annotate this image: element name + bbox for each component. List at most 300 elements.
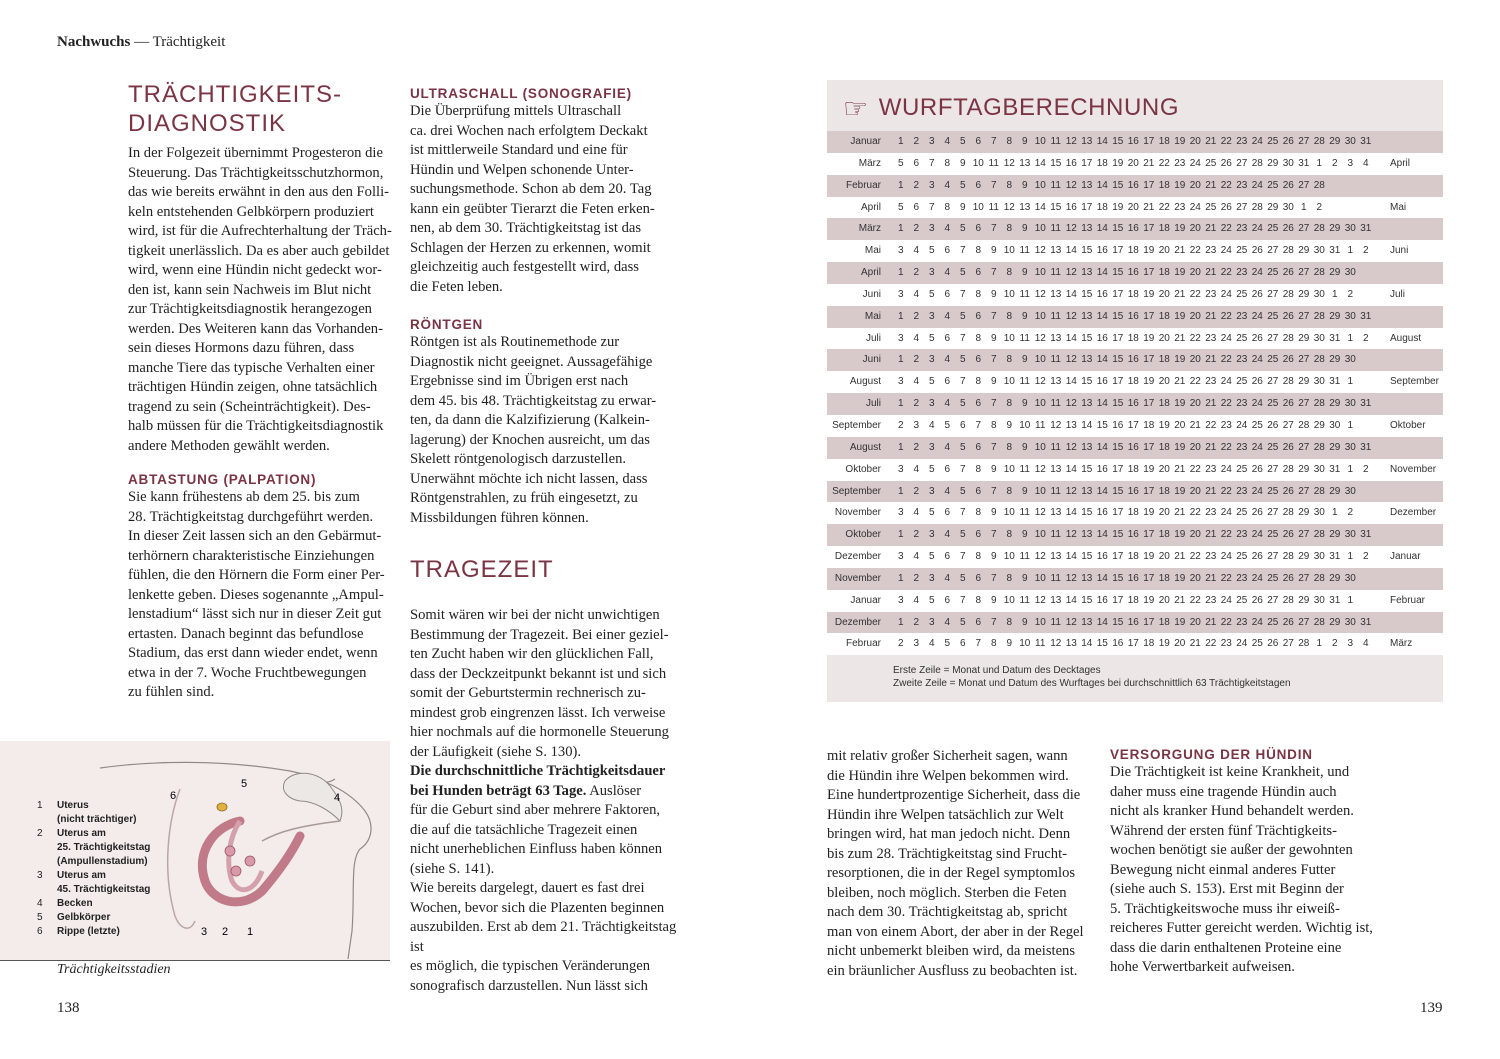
day-cell: 8 (975, 288, 982, 300)
day-cell: 25 (1251, 419, 1263, 431)
day-cell: 3 (897, 463, 904, 475)
sicherheit-paragraph (827, 747, 1102, 981)
day-cell: 5 (928, 463, 935, 475)
day-cell: 23 (1220, 419, 1232, 431)
day-cell: 4 (913, 332, 920, 344)
day-cell: 13 (1050, 376, 1062, 388)
day-cell: 28 (1313, 267, 1325, 279)
text-line: halb müssen für die Trächtigkeitsdiagnostik (128, 418, 384, 434)
day-cell: 1 (1347, 245, 1354, 257)
table-row (827, 502, 1443, 524)
day-cell: 25 (1236, 332, 1248, 344)
day-cell: 26 (1220, 157, 1232, 169)
day-cell: 5 (928, 507, 935, 519)
day-cell: 22 (1220, 354, 1232, 366)
day-cell: 13 (1081, 398, 1093, 410)
day-cell: 18 (1158, 223, 1170, 235)
day-cell: 29 (1267, 201, 1279, 213)
day-cell: 24 (1251, 529, 1263, 541)
day-cell: 8 (944, 201, 951, 213)
day-cell: 19 (1143, 245, 1155, 257)
day-cell: 14 (1096, 485, 1108, 497)
day-cell: 8 (1006, 572, 1013, 584)
legend-line: (Ampullenstadium) (57, 856, 148, 867)
day-cell: 23 (1236, 310, 1248, 322)
day-cell: 19 (1158, 419, 1170, 431)
text-line: tigkeit unerlässlich. Da es aber auch gebildet (128, 242, 390, 259)
day-cell: 8 (975, 376, 982, 388)
day-cell: 1 (897, 485, 904, 497)
day-cell: 22 (1220, 223, 1232, 235)
day-cell: 25 (1205, 157, 1217, 169)
day-cell: 20 (1189, 485, 1201, 497)
day-cell: 4 (944, 529, 951, 541)
day-cell: 15 (1112, 136, 1124, 147)
day-cell: 30 (1313, 332, 1325, 344)
day-cell: 4 (944, 223, 951, 235)
table-row (827, 284, 1443, 306)
day-cell: 21 (1205, 529, 1217, 541)
day-cell: 20 (1189, 441, 1201, 453)
day-cell: 31 (1360, 529, 1372, 541)
day-cell: 30 (1282, 157, 1294, 169)
day-cell: 11 (1050, 572, 1061, 584)
day-cell: 5 (959, 223, 966, 235)
day-cell: 23 (1236, 354, 1248, 366)
label-6: 6 (170, 790, 177, 802)
day-cell: 13 (1050, 332, 1062, 344)
day-cell: 3 (928, 572, 935, 584)
day-cell: 17 (1143, 136, 1155, 147)
day-cell: 6 (959, 638, 966, 650)
day-cell: 2 (913, 485, 920, 497)
day-cell: 9 (990, 463, 997, 475)
day-cell: 22 (1189, 594, 1201, 606)
day-cell: 28 (1298, 638, 1310, 650)
day-cell: 13 (1050, 245, 1062, 257)
day-cell: 26 (1251, 376, 1263, 388)
text-line: tragend zu sein (Scheinträchtigkeit). Des- (128, 398, 371, 415)
day-cell: 25 (1267, 354, 1279, 366)
ampulla-1 (225, 846, 235, 856)
text-line: dass die darin enthaltenen Proteine eine (1110, 939, 1342, 956)
day-cell: 6 (975, 485, 982, 497)
day-cell: 23 (1236, 267, 1248, 279)
row-next-month: April (1390, 157, 1411, 169)
day-cell: 4 (944, 354, 951, 366)
day-cell: 11 (1019, 463, 1030, 475)
day-cell: 1 (897, 179, 904, 191)
day-cell: 8 (1006, 310, 1013, 322)
day-cell: 11 (1050, 223, 1061, 235)
day-cell: 14 (1081, 638, 1093, 650)
day-cell: 14 (1034, 201, 1046, 213)
day-cell: 20 (1174, 638, 1186, 650)
day-cell: 2 (1347, 507, 1354, 519)
day-cell: 14 (1096, 572, 1108, 584)
day-cell: 27 (1298, 572, 1310, 584)
day-cell: 17 (1143, 441, 1155, 453)
day-cell: 30 (1313, 376, 1325, 388)
text-line: bleiben, noch möglich. Sterben die Feten (827, 884, 1067, 901)
day-cell: 6 (944, 551, 951, 563)
day-cell: 29 (1298, 245, 1310, 257)
day-cell: 11 (1050, 354, 1061, 366)
legend-line: Uterus (57, 800, 89, 811)
row-days (893, 311, 1374, 322)
day-cell: 11 (1035, 419, 1046, 431)
day-cell: 18 (1158, 136, 1170, 147)
day-cell: 28 (1251, 201, 1263, 213)
day-cell: 18 (1127, 245, 1139, 257)
day-cell: 14 (1096, 529, 1108, 541)
text-line: Wie bereits dargelegt, dauert es fast drei (410, 880, 645, 896)
row-days (893, 245, 1374, 256)
day-cell: 6 (975, 441, 982, 453)
day-cell: 14 (1096, 441, 1108, 453)
day-cell: 19 (1174, 179, 1186, 191)
day-cell: 22 (1220, 267, 1232, 279)
day-cell: 10 (1003, 288, 1015, 300)
legend-item (37, 799, 150, 827)
day-cell: 25 (1236, 551, 1248, 563)
table-row (827, 393, 1443, 415)
day-cell: 21 (1205, 223, 1217, 235)
day-cell: 26 (1267, 419, 1279, 431)
day-cell: 5 (897, 157, 904, 169)
day-cell: 30 (1313, 551, 1325, 563)
day-cell: 22 (1220, 398, 1232, 410)
day-cell: 18 (1158, 179, 1170, 191)
day-cell: 28 (1282, 463, 1294, 475)
day-cell: 7 (975, 419, 982, 431)
text-line: In dieser Zeit lassen sich an den Gebärmut- (128, 528, 382, 544)
day-cell: 3 (928, 529, 935, 541)
day-cell: 11 (1050, 529, 1061, 541)
day-cell: 29 (1298, 507, 1310, 519)
day-cell: 9 (990, 376, 997, 388)
day-cell: 29 (1298, 288, 1310, 300)
day-cell: 31 (1360, 136, 1372, 147)
text-line: Eine hundertprozentige Sicherheit, dass die (827, 787, 1081, 803)
text-line: manche Tiere das typische Verhalten einer (128, 359, 375, 376)
day-cell: 13 (1081, 136, 1093, 147)
day-cell: 1 (1331, 288, 1338, 300)
day-cell: 7 (928, 157, 935, 169)
table-row (827, 153, 1443, 175)
table-note-2: Zweite Zeile = Monat und Datum des Wurftages bei durchschnittlich 63 Trächtigkeitstagen (893, 677, 1291, 689)
day-cell: 4 (944, 179, 951, 191)
day-cell: 21 (1174, 332, 1186, 344)
day-cell: 3 (897, 376, 904, 388)
text-line: bis zum 28. Trächtigkeitstag sind Frucht- (827, 845, 1067, 862)
day-cell: 22 (1189, 551, 1201, 563)
day-cell: 24 (1251, 179, 1263, 191)
day-cell: 14 (1096, 616, 1108, 628)
day-cell: 3 (928, 485, 935, 497)
day-cell: 17 (1143, 529, 1155, 541)
table-row (827, 568, 1443, 590)
day-cell: 27 (1267, 376, 1279, 388)
day-cell: 21 (1189, 419, 1201, 431)
day-cell: 26 (1282, 267, 1294, 279)
text-line: Während der ersten fünf Trächtigkeits- (1110, 822, 1337, 839)
day-cell: 12 (1050, 419, 1062, 431)
day-cell: 21 (1205, 136, 1217, 147)
day-cell: 17 (1143, 310, 1155, 322)
row-next-month: Dezember (1390, 507, 1437, 519)
day-cell: 17 (1112, 288, 1124, 300)
day-cell: 25 (1267, 398, 1279, 410)
text-line: die Feten leben. (410, 278, 503, 295)
day-cell: 21 (1205, 616, 1217, 628)
text-line: Bewegung nicht einmal anderes Futter (1110, 861, 1336, 878)
day-cell: 2 (913, 441, 920, 453)
day-cell: 21 (1189, 638, 1201, 650)
legend-item (37, 827, 150, 869)
day-cell: 31 (1329, 594, 1341, 606)
running-header (57, 34, 225, 51)
label-4: 4 (334, 792, 341, 804)
table-row (827, 371, 1443, 393)
day-cell: 14 (1096, 310, 1108, 322)
day-cell: 7 (959, 245, 966, 257)
day-cell: 2 (1362, 245, 1369, 257)
day-cell: 10 (1034, 354, 1046, 366)
day-cell: 9 (1021, 136, 1028, 147)
day-cell: 22 (1220, 136, 1232, 147)
day-cell: 11 (1050, 267, 1061, 279)
day-cell: 23 (1236, 136, 1248, 147)
day-cell: 3 (913, 419, 920, 431)
day-cell: 18 (1158, 485, 1170, 497)
text-line: andere Methoden gewählt werden. (128, 437, 330, 454)
text-line: Skelett röntgenologisch darzustellen. (410, 451, 627, 467)
row-next-month: Juli (1390, 288, 1406, 300)
text-line: Hündin und Welpen schonende Unter- (410, 161, 634, 178)
day-cell: 16 (1127, 179, 1139, 191)
day-cell: 18 (1127, 332, 1139, 344)
day-cell: 23 (1205, 594, 1217, 606)
day-cell: 15 (1112, 398, 1124, 410)
row-month: Juli (865, 398, 881, 410)
day-cell: 15 (1096, 638, 1108, 650)
day-cell: 11 (1019, 376, 1030, 388)
bold-statement (410, 762, 680, 801)
day-cell: 2 (897, 638, 904, 650)
text-line: wird, wenn eine Hündin nicht gedeckt wor- (128, 262, 382, 278)
day-cell: 21 (1205, 354, 1217, 366)
day-cell: 15 (1112, 485, 1124, 497)
day-cell: 14 (1065, 463, 1077, 475)
day-cell: 28 (1313, 354, 1325, 366)
day-cell: 21 (1174, 507, 1186, 519)
day-cell: 12 (1034, 376, 1046, 388)
day-cell: 17 (1127, 638, 1139, 650)
day-cell: 15 (1050, 201, 1062, 213)
day-cell: 3 (913, 638, 920, 650)
day-cell: 13 (1050, 507, 1062, 519)
ultrasound-paragraph (410, 102, 680, 297)
day-cell: 25 (1236, 376, 1248, 388)
day-cell: 14 (1096, 136, 1108, 147)
day-cell: 26 (1282, 572, 1294, 584)
day-cell: 14 (1065, 288, 1077, 300)
pointing-hand-icon: ☞ (843, 93, 869, 124)
day-cell: 29 (1329, 354, 1341, 366)
day-cell: 20 (1189, 179, 1201, 191)
day-cell: 12 (1065, 354, 1077, 366)
day-cell: 9 (1021, 572, 1028, 584)
day-cell: 18 (1127, 594, 1139, 606)
day-cell: 31 (1360, 223, 1372, 235)
day-cell: 3 (1347, 638, 1354, 650)
row-next-month: November (1390, 463, 1437, 475)
day-cell: 27 (1282, 419, 1294, 431)
day-cell: 26 (1251, 551, 1263, 563)
text-line: ten, da dann die Kalzifizierung (Kalkein- (410, 412, 650, 428)
day-cell: 17 (1143, 179, 1155, 191)
day-cell: 28 (1282, 594, 1294, 606)
day-cell: 15 (1112, 616, 1124, 628)
day-cell: 10 (1003, 376, 1015, 388)
text-line: nicht als kranker Hund behandelt werden. (1110, 803, 1354, 819)
text-line: wochen benötigt sie außer der gewohnten (1110, 842, 1353, 858)
day-cell: 6 (944, 332, 951, 344)
day-cell: 1 (897, 223, 904, 235)
legend-item (37, 869, 150, 897)
day-cell: 4 (944, 485, 951, 497)
day-cell: 20 (1158, 551, 1170, 563)
day-cell: 9 (1021, 179, 1028, 191)
tragezeit-title: TRAGEZEIT (410, 556, 554, 583)
day-cell: 13 (1081, 441, 1093, 453)
diagnostik-title (128, 80, 393, 138)
text-line: nicht unerheblichen Einfluss haben können (410, 841, 663, 857)
legend-number: 3 (37, 870, 43, 881)
day-cell: 5 (928, 594, 935, 606)
day-cell: 25 (1267, 223, 1279, 235)
day-cell: 2 (1362, 551, 1369, 563)
day-cell: 12 (1034, 594, 1046, 606)
legend-line: Rippe (letzte) (57, 926, 120, 937)
day-cell: 18 (1158, 616, 1170, 628)
day-cell: 24 (1251, 572, 1263, 584)
day-cell: 3 (928, 354, 935, 366)
day-cell: 26 (1282, 223, 1294, 235)
day-cell: 3 (928, 616, 935, 628)
day-cell: 25 (1236, 463, 1248, 475)
row-month: August (849, 441, 881, 453)
day-cell: 24 (1251, 616, 1263, 628)
day-cell: 11 (1019, 332, 1030, 344)
row-days (893, 267, 1358, 278)
day-cell: 2 (913, 354, 920, 366)
day-cell: 5 (944, 638, 951, 650)
day-cell: 23 (1236, 223, 1248, 235)
day-cell: 30 (1344, 267, 1356, 279)
day-cell: 16 (1127, 136, 1139, 147)
text-line: gleichzeitig auch festgestellt wird, dass (410, 259, 639, 275)
legend-text (57, 925, 120, 939)
day-cell: 12 (1065, 310, 1077, 322)
day-cell: 15 (1081, 551, 1093, 563)
day-cell: 30 (1313, 507, 1325, 519)
row-days (893, 398, 1374, 409)
day-cell: 4 (913, 376, 920, 388)
day-cell: 19 (1143, 376, 1155, 388)
day-cell: 18 (1096, 201, 1108, 213)
day-cell: 26 (1282, 354, 1294, 366)
text-line: Die Überprüfung mittels Ultraschall (410, 103, 622, 119)
day-cell: 31 (1360, 441, 1372, 453)
day-cell: 20 (1189, 354, 1201, 366)
row-days (893, 442, 1374, 453)
day-cell: 6 (913, 201, 920, 213)
day-cell: 30 (1344, 398, 1356, 410)
day-cell: 27 (1267, 551, 1279, 563)
row-month: Oktober (845, 463, 881, 475)
day-cell: 28 (1313, 398, 1325, 410)
day-cell: 16 (1127, 267, 1139, 279)
rib-shape (168, 789, 195, 928)
day-cell: 10 (1034, 179, 1046, 191)
day-cell: 5 (959, 354, 966, 366)
day-cell: 10 (1034, 267, 1046, 279)
day-cell: 29 (1298, 594, 1310, 606)
day-cell: 28 (1313, 529, 1325, 541)
day-cell: 7 (990, 354, 997, 366)
text-line: Somit wären wir bei der nicht unwichtigen (410, 607, 660, 623)
day-cell: 1 (897, 354, 904, 366)
day-cell: 15 (1112, 441, 1124, 453)
day-cell: 25 (1236, 507, 1248, 519)
day-cell: 24 (1251, 441, 1263, 453)
day-cell: 23 (1236, 485, 1248, 497)
text-line: Stadium, das erst dann wieder endet, wenn (128, 645, 378, 661)
legend-line: 25. Trächtigkeitstag (57, 842, 151, 853)
day-cell: 23 (1174, 201, 1186, 213)
day-cell: 17 (1112, 463, 1124, 475)
day-cell: 19 (1174, 136, 1186, 147)
day-cell: 31 (1329, 551, 1341, 563)
day-cell: 10 (1034, 310, 1046, 322)
day-cell: 8 (1006, 179, 1013, 191)
day-cell: 25 (1251, 638, 1263, 650)
row-next-month: März (1390, 638, 1413, 650)
day-cell: 10 (1003, 463, 1015, 475)
day-cell: 11 (988, 201, 999, 213)
day-cell: 10 (1034, 441, 1046, 453)
day-cell: 13 (1050, 594, 1062, 606)
day-cell: 16 (1127, 616, 1139, 628)
day-cell: 10 (1003, 551, 1015, 563)
day-cell: 11 (1019, 594, 1030, 606)
table-rows (827, 131, 1443, 655)
day-cell: 30 (1313, 594, 1325, 606)
day-cell: 9 (990, 594, 997, 606)
table-title-text: WURFTAGBERECHNUNG (878, 94, 1180, 121)
day-cell: 5 (928, 288, 935, 300)
day-cell: 27 (1267, 594, 1279, 606)
row-month: Dezember (834, 551, 881, 563)
day-cell: 6 (975, 354, 982, 366)
day-cell: 28 (1251, 157, 1263, 169)
day-cell: 5 (928, 332, 935, 344)
day-cell: 23 (1236, 572, 1248, 584)
day-cell: 26 (1282, 179, 1294, 191)
day-cell: 13 (1081, 223, 1093, 235)
